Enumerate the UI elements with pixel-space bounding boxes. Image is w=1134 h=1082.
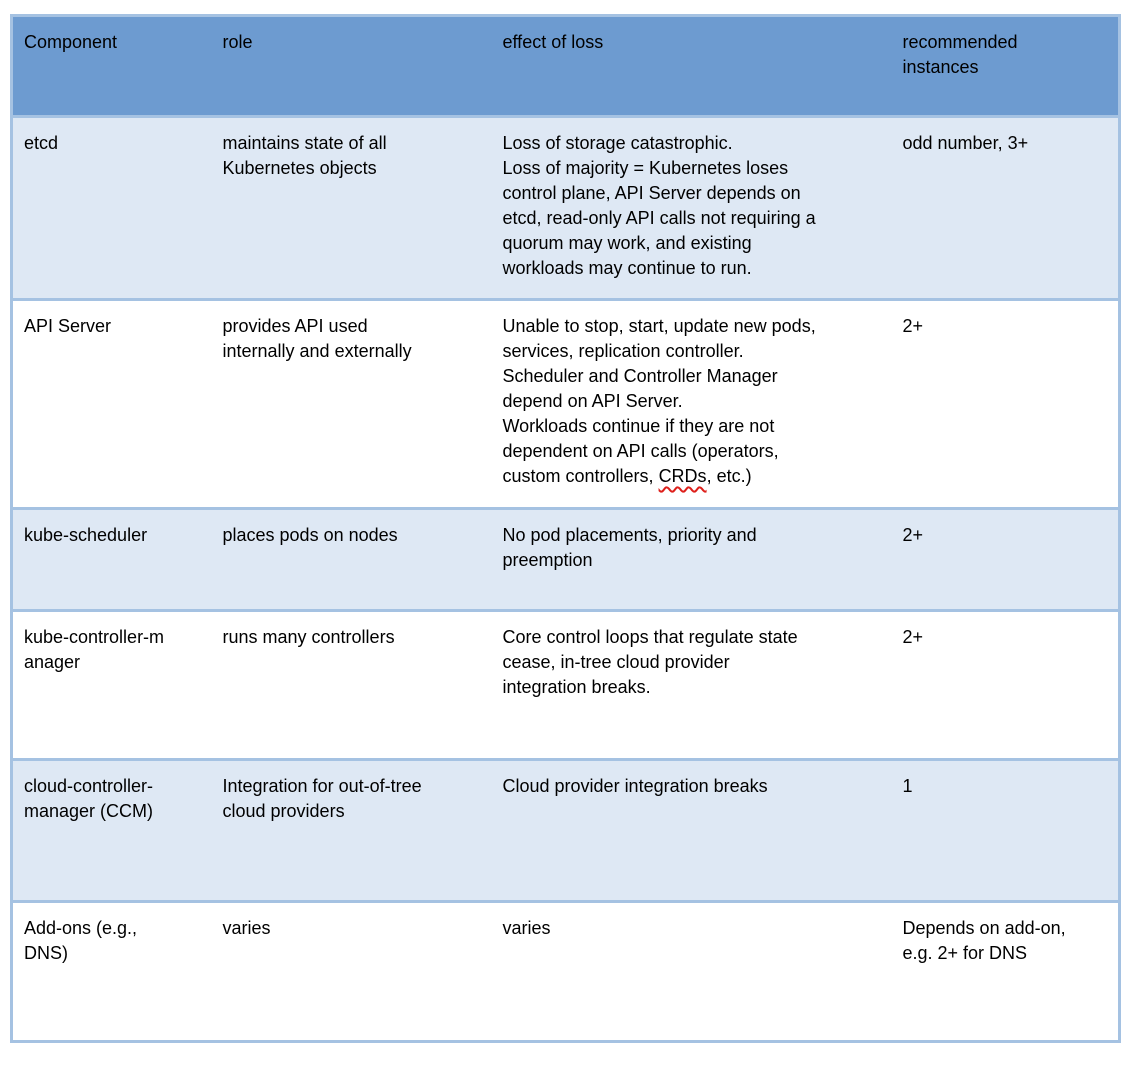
text-line: kube-controller-m	[24, 627, 165, 647]
cell-role	[212, 509, 492, 611]
text-line: varies	[502, 918, 551, 938]
text-line: Integration for out-of-tree	[222, 776, 422, 796]
text-line: places pods on nodes	[222, 525, 398, 545]
cell-instances	[892, 300, 1120, 509]
spellcheck-underlined-word: CRDs	[658, 466, 707, 486]
text-line: runs many controllers	[222, 627, 395, 647]
cell-component	[12, 760, 212, 902]
text-line: recommended	[902, 32, 1018, 52]
text-line: Cloud provider integration breaks	[502, 776, 768, 796]
text-line: Loss of majority = Kubernetes loses	[502, 158, 789, 178]
text-line: etcd	[24, 133, 59, 153]
table-row	[12, 902, 1120, 1042]
text-line: provides API used	[222, 316, 368, 336]
header-cell-effect-of-loss	[492, 16, 892, 117]
text-line: No pod placements, priority and	[502, 525, 757, 545]
text-line: workloads may continue to run.	[502, 258, 752, 278]
text-line: depend on API Server.	[502, 391, 683, 411]
text-line: varies	[222, 918, 271, 938]
cell-component	[12, 902, 212, 1042]
cell-effect	[492, 300, 892, 509]
table-row	[12, 300, 1120, 509]
cell-effect	[492, 509, 892, 611]
text-line: internally and externally	[222, 341, 412, 361]
text-line: 2+	[902, 627, 924, 647]
text-line: Add-ons (e.g.,	[24, 918, 138, 938]
cell-effect	[492, 760, 892, 902]
table-row	[12, 611, 1120, 760]
text-line: Scheduler and Controller Manager	[502, 366, 778, 386]
text-line: custom controllers, CRDs, etc.)	[502, 466, 752, 486]
text-line: odd number, 3+	[902, 133, 1029, 153]
cell-role	[212, 117, 492, 300]
text-line: effect of loss	[502, 32, 604, 52]
text-line: Workloads continue if they are not	[502, 416, 775, 436]
cell-effect	[492, 611, 892, 760]
cell-role	[212, 300, 492, 509]
kubernetes-components-table	[10, 14, 1121, 1043]
text-line: role	[222, 32, 253, 52]
table-header	[12, 16, 1120, 117]
text-line: Depends on add-on,	[902, 918, 1066, 938]
text-line: e.g. 2+ for DNS	[902, 943, 1028, 963]
cell-instances	[892, 117, 1120, 300]
cell-role	[212, 902, 492, 1042]
text-line: 2+	[902, 316, 924, 336]
text-line: integration breaks.	[502, 677, 651, 697]
text-line: Loss of storage catastrophic.	[502, 133, 733, 153]
text-line: dependent on API calls (operators,	[502, 441, 779, 461]
header-cell-role	[212, 16, 492, 117]
cell-effect	[492, 117, 892, 300]
cell-instances	[892, 611, 1120, 760]
text-line: cloud providers	[222, 801, 345, 821]
cell-component	[12, 611, 212, 760]
text-line: DNS)	[24, 943, 68, 963]
text-line: Component	[24, 32, 118, 52]
text-line: 1	[902, 776, 913, 796]
text-line: quorum may work, and existing	[502, 233, 752, 253]
table-row	[12, 509, 1120, 611]
cell-effect	[492, 902, 892, 1042]
cell-instances	[892, 902, 1120, 1042]
text-line: preemption	[502, 550, 593, 570]
text-line: etcd, read-only API calls not requiring a	[502, 208, 816, 228]
header-row	[12, 16, 1120, 117]
header-cell-component	[12, 16, 212, 117]
text-line: instances	[902, 57, 979, 77]
cell-role	[212, 611, 492, 760]
text-line: cease, in-tree cloud provider	[502, 652, 730, 672]
cell-component	[12, 300, 212, 509]
cell-role	[212, 760, 492, 902]
text-line: Unable to stop, start, update new pods,	[502, 316, 816, 336]
text-line: Kubernetes objects	[222, 158, 377, 178]
text-line: kube-scheduler	[24, 525, 148, 545]
text-line: manager (CCM)	[24, 801, 154, 821]
header-cell-recommended-instances	[892, 16, 1120, 117]
text-line: API Server	[24, 316, 112, 336]
text-line: control plane, API Server depends on	[502, 183, 801, 203]
text-line: anager	[24, 652, 81, 672]
cell-component	[12, 117, 212, 300]
text-line: maintains state of all	[222, 133, 387, 153]
cell-instances	[892, 509, 1120, 611]
cell-instances	[892, 760, 1120, 902]
cell-component	[12, 509, 212, 611]
text-line: cloud-controller-	[24, 776, 154, 796]
text-line: 2+	[902, 525, 924, 545]
table-row	[12, 117, 1120, 300]
text-line: Core control loops that regulate state	[502, 627, 798, 647]
text-line: services, replication controller.	[502, 341, 744, 361]
table-body	[12, 117, 1120, 1042]
table-row	[12, 760, 1120, 902]
